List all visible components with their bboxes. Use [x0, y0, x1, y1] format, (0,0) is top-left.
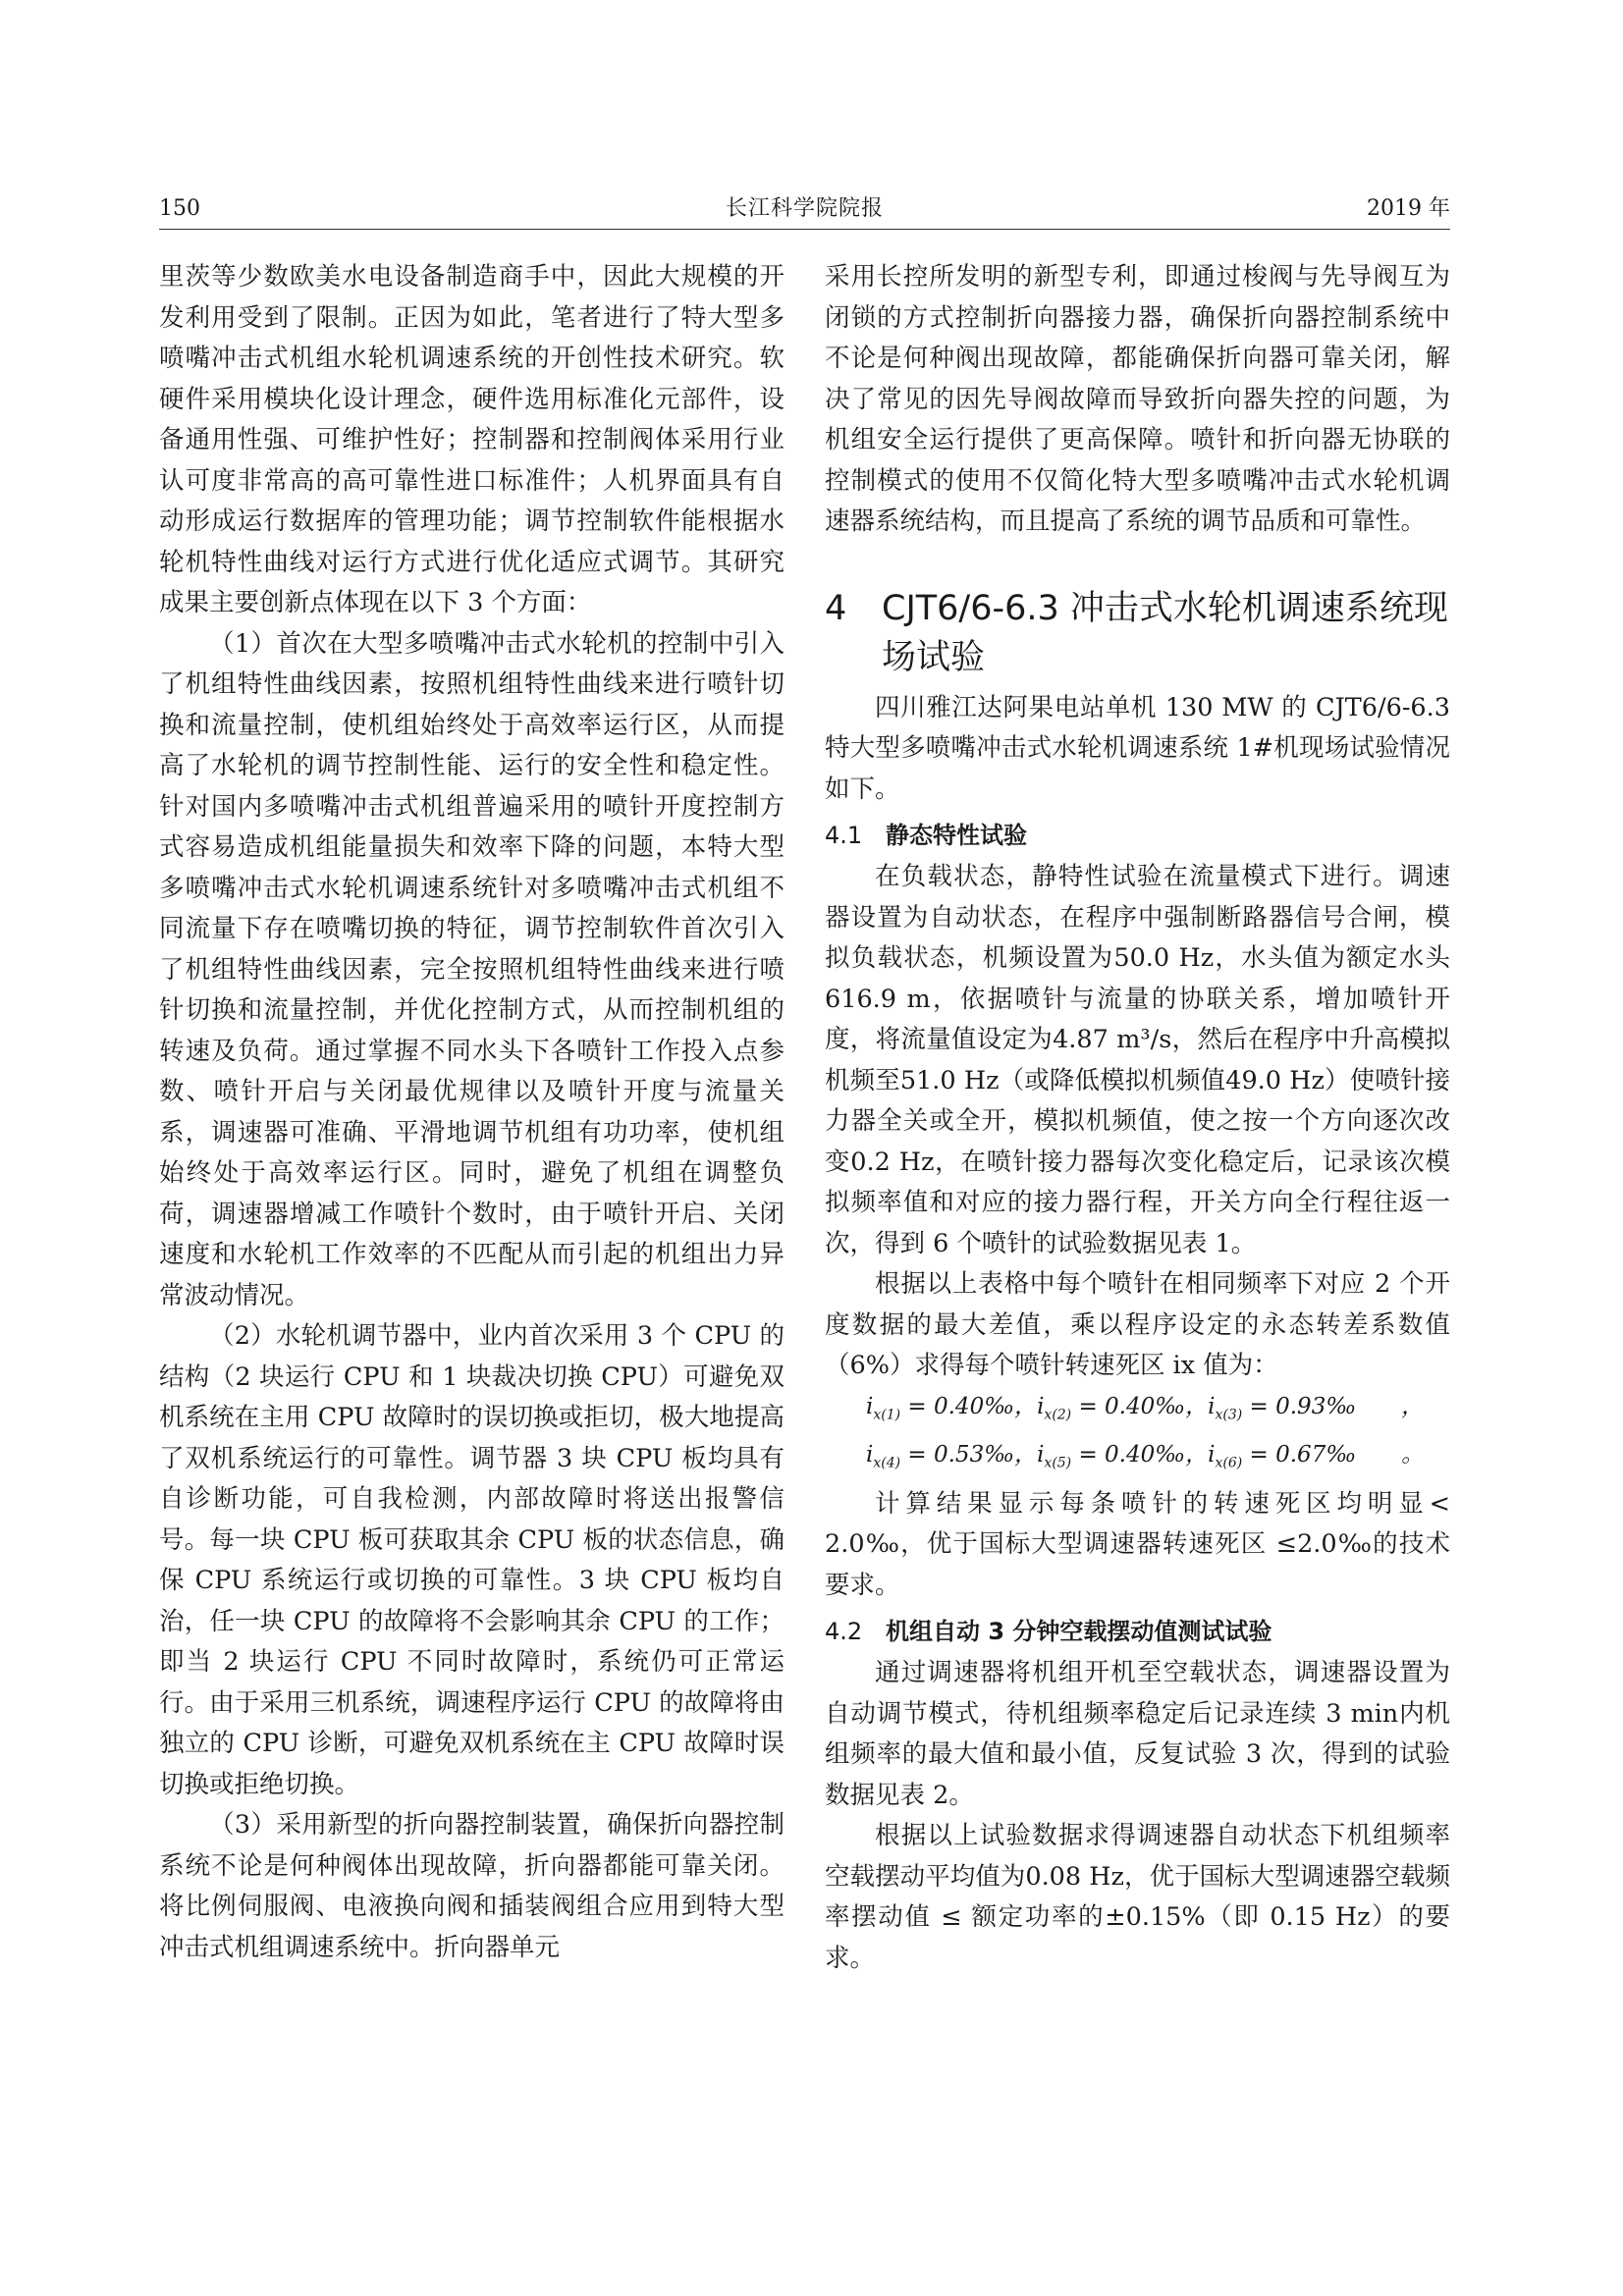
right-column	[825, 257, 1450, 1979]
paragraph: （1）首次在大型多喷嘴冲击式水轮机的控制中引入了机组特性曲线因素，按照机组特性曲线来进行喷针切换和流量控制，使机组始终处于高效率运行区，从而提高了水轮机的调节控制性能、运行的安全性和稳定性。针对国内多喷嘴冲击式机组普遍采用的喷针开度控制方式容易造成机组能量损失和效率下降的问题，本特大型多喷嘴冲击式水轮机调速系统针对多喷嘴冲击式机组不同流量下存在喷嘴切换的特征，调节控制软件首次引入了机组特性曲线因素，完全按照机组特性曲线来进行喷针切换和流量控制，并优化控制方式，从而控制机组的转速及负荷。通过掌握不同水头下各喷针工作投入点参数、喷针开启与关闭最优规律以及喷针开度与流量关系，调速器可准确、平滑地调节机组有功功率，使机组始终处于高效率运行区。同时，避免了机组在调整负荷，调速器增减工作喷针个数时，由于喷针开启、关闭速度和水轮机工作效率的不匹配从而引起的机组出力异常波动情况。	[159, 628, 784, 1310]
section-number: 4	[825, 588, 847, 628]
paragraph: （2）水轮机调节器中，业内首次采用 3 个 CPU 的结构（2 块运行 CPU 和 1 块裁决切换 CPU）可避免双机系统在主用 CPU 故障时的误切换或拒切，极大地提高了双机系统运行的可靠性。调节器 3 块 CPU 板均具有自诊断功能，可自我检测，内部故障时将送出报警信号。每一块 CPU 板可获取其余 CPU 板的状态信息，确保 CPU 系统运行或切换的可靠性。3 块 CPU 板均自治，任一块 CPU 的故障将不会影响其余 CPU 的工作；即当 2 块运行 CPU 不同时故障时，系统仍可正常运行。由于采用三机系统，调速程序运行 CPU 的故障将由独立的 CPU 诊断，可避免双机系统在主 CPU 故障时误切换或拒绝切换。	[159, 1321, 784, 1799]
paragraph: 根据以上表格中每个喷针在相同频率下对应 2 个开度数据的最大差值，乘以程序设定的永态转差系数值（6%）求得每个喷针转速死区 ix 值为：	[825, 1269, 1450, 1380]
journal-name: 长江科学院院报	[725, 196, 884, 221]
paragraph: 根据以上试验数据求得调速器自动状态下机组频率空载摆动平均值为0.08 Hz，优于国标大型调速器空载频率摆动值 ≤ 额定功率的±0.15%（即 0.15 Hz）的要求。	[825, 1821, 1450, 1973]
paragraph: 四川雅江达阿果电站单机 130 MW 的 CJT6/6-6.3 特大型多喷嘴冲击式水轮机调速系统 1#机现场试验情况如下。	[825, 692, 1450, 804]
subsection-title: 机组自动 3 分钟空载摆动值测试试验	[886, 1618, 1272, 1646]
paragraph: 计算结果显示每条喷针的转速死区均明显< 2.0‰，优于国标大型调速器转速死区 ≤2.0‰的技术要求。	[825, 1488, 1450, 1600]
subsection-heading	[825, 1612, 1450, 1651]
paragraph: 里茨等少数欧美水电设备制造商手中，因此大规模的开发利用受到了限制。正因为如此，笔者进行了特大型多喷嘴冲击式机组水轮机调速系统的开创性技术研究。软硬件采用模块化设计理念，硬件选用标准化元部件，设备通用性强、可维护性好；控制器和控制阀体采用行业认可度非常高的高可靠性进口标准件；人机界面具有自动形成运行数据库的管理功能；调节控制软件能根据水轮机特性曲线对运行方式进行优化适应式调节。其研究成果主要创新点体现在以下 3 个方面：	[159, 262, 784, 617]
subsection-number: 4.1	[825, 822, 863, 849]
left-column	[159, 257, 784, 1968]
page-number: 150	[159, 196, 200, 221]
header-rule	[159, 229, 1450, 230]
paragraph: 采用长控所发明的新型专利，即通过梭阀与先导阀互为闭锁的方式控制折向器接力器，确保折向器控制系统中不论是何种阀出现故障，都能确保折向器可靠关闭，解决了常见的因先导阀故障而导致折向器失控的问题，为机组安全运行提供了更高保障。喷针和折向器无协联的控制模式的使用不仅简化特大型多喷嘴冲击式水轮机调速器系统结构，而且提高了系统的调节品质和可靠性。	[825, 262, 1450, 536]
subsection-heading	[825, 816, 1450, 855]
subsection-title: 静态特性试验	[886, 822, 1027, 849]
paragraph: 通过调速器将机组开机至空载状态，调速器设置为自动调节模式，待机组频率稳定后记录连续 3 min内机组频率的最大值和最小值，反复试验 3 次，得到的试验数据见表 2。	[825, 1658, 1450, 1810]
section-title: CJT6/6-6.3 冲击式水轮机调速系统现场试验	[882, 588, 1448, 677]
section-heading	[825, 584, 1450, 682]
publication-year: 2019 年	[1367, 196, 1450, 221]
subsection-number: 4.2	[825, 1618, 863, 1646]
formula-line: $i_{x(4)}$ = 0.53‰，$i_{x(5)}$ = 0.40‰，$i_{x(6)}$ = 0.67‰ 。	[866, 1442, 1425, 1471]
paragraph: 在负载状态，静特性试验在流量模式下进行。调速器设置为自动状态，在程序中强制断路器信号合闸，模拟负载状态，机频设置为50.0 Hz，水头值为额定水头616.9 m，依据喷针与流量的协联关系，增加喷针开度，将流量值设定为4.87 m³/s，然后在程序中升高模拟机频至51.0 Hz（或降低模拟机频值49.0 Hz）使喷针接力器全关或全开，模拟机频值，使之按一个方向逐次改变0.2 Hz，在喷针接力器每次变化稳定后，记录该次模拟频率值和对应的接力器行程，开关方向全行程往返一次，得到 6 个喷针的试验数据见表 1。	[825, 862, 1450, 1258]
formula-line: $i_{x(1)}$ = 0.40‰，$i_{x(2)}$ = 0.40‰，$i_{x(3)}$ = 0.93‰ ，	[866, 1393, 1425, 1423]
paragraph: （3）采用新型的折向器控制装置，确保折向器控制系统不论是何种阀体出现故障，折向器都能可靠关闭。将比例伺服阀、电液换向阀和插装阀组合应用到特大型冲击式机组调速系统中。折向器单元	[159, 1810, 784, 1962]
running-header	[159, 194, 1450, 224]
